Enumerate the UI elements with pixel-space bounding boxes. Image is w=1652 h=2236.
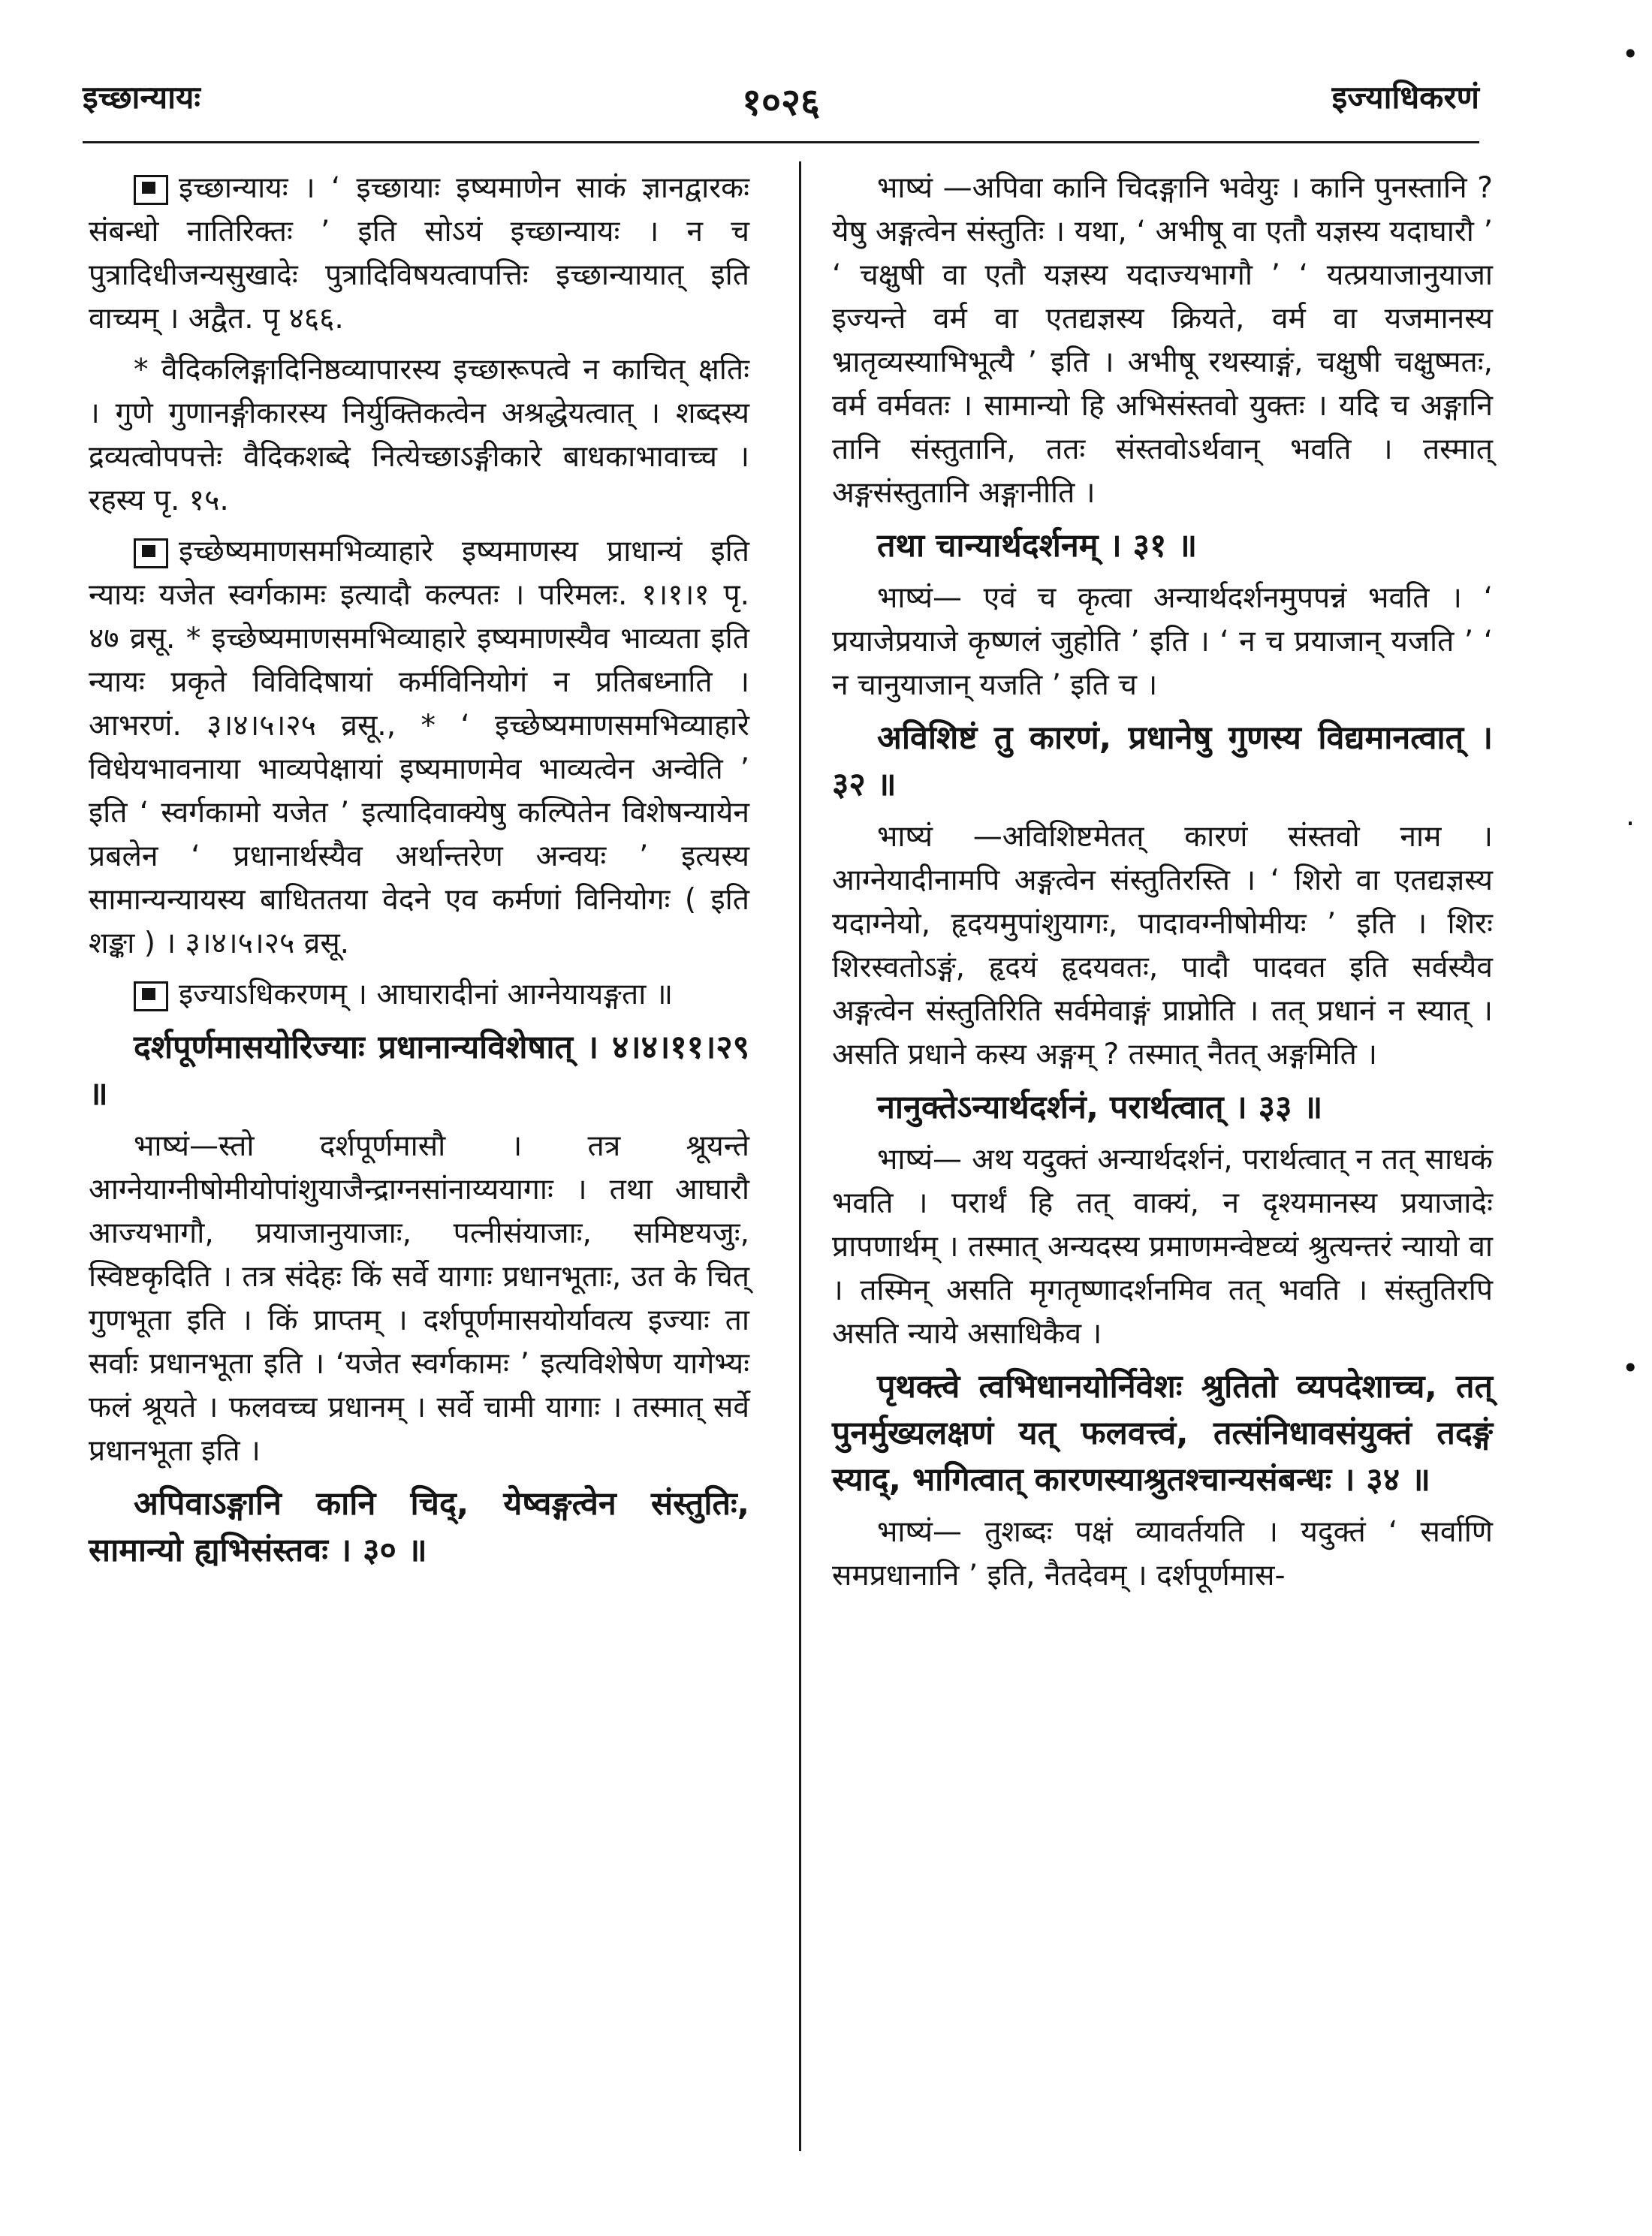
running-head-left: इच्छान्यायः [83, 79, 200, 116]
sutra-heading: अविशिष्टं तु कारणं, प्रधानेषु गुणस्य विद्यमानत्वात् । ३२ ॥ [832, 719, 1493, 803]
sutra-heading: पृथक्त्वे त्वभिधानयोर्निवेशः श्रुतितो व्यपदेशाच्च, तत् पुनर्मुख्यलक्षणं यत् फलवत्त्वं, तत्संनिधावसंयुक्तं तदङ्गं स्याद्, भागित्वात् कारणस्याश्रुतश्चान्यसंबन्धः । ३४ ॥ [832, 1368, 1493, 1499]
column-divider [799, 161, 801, 2151]
paragraph: इज्याऽधिकरणम् । आघारादीनां आग्नेयायङ्गता ॥ [89, 973, 749, 1017]
margin-speck: • [1622, 1352, 1639, 1385]
page-number: १०२६ [742, 80, 820, 124]
page-header [83, 75, 1479, 135]
running-head-right: इज्याधिकरणं [1331, 79, 1479, 116]
left-column [89, 167, 749, 1581]
sutra-heading: तथा चान्यार्थदर्शनम् । ३१ ॥ [877, 527, 1198, 565]
paragraph: * वैदिकलिङ्गादिनिष्ठव्यापारस्य इच्छारूपत्वे न काचित् क्षतिः । गुणे गुणानङ्गीकारस्य निर्युक्तिकत्वेन अश्रद्धेयत्वात् । शब्दस्य द्रव्यत्वोपपत्तेः वैदिकशब्दे नित्येच्छाऽङ्गीकारे बाधकाभावाच्च । रहस्य पृ. १५. [89, 353, 749, 517]
bhashya-paragraph: भाष्यं— एवं च कृत्वा अन्यार्थदर्शनमुपपन्नं भवति । ‘ प्रयाजेप्रयाजे कृष्णलं जुहोति ’ इति । ‘ न च प्रयाजान् यजति ’ ‘ न चानुयाजान् यजति ’ इति च । [832, 581, 1493, 702]
margin-speck: · [1626, 807, 1635, 840]
bhashya-paragraph: भाष्यं—स्तो दर्शपूर्णमासौ । तत्र श्रूयन्ते आग्नेयाग्नीषोमीयोपांशुयाजैन्द्राग्नसांनाय्ययागाः । तथा आघारौ आज्यभागौ, प्रयाजानुयाजाः, पत्नीसंयाजाः, समिष्टयजुः, स्विष्टकृदिति । तत्र संदेहः किं सर्वे यागाः प्रधानभूताः, उत के चित् गुणभूता इति । किं प्राप्तम् । दर्शपूर्णमासयोर्यावत्य इज्याः ता सर्वाः प्रधानभूता इति । ‘यजेत स्वर्गकामः ’ इत्यविशेषेण यागेभ्यः फलं श्रूयते । फलवच्च प्रधानम् । सर्वे चामी यागाः । तस्मात् सर्वे प्रधानभूता इति । [89, 1129, 749, 1468]
sutra-heading: दर्शपूर्णमासयोरिज्याः प्रधानान्यविशेषात् । ४।४।११।२९ ॥ [89, 1029, 749, 1113]
paragraph: इच्छान्यायः । ‘ इच्छायाः इष्यमाणेन साकं ज्ञानद्वारकः संबन्धो नातिरिक्तः ’ इति सोऽयं इच्छान्यायः । न च पुत्रादिधीजन्यसुखादेः पुत्रादिविषयत्वापत्तिः इच्छान्यायात् इति वाच्यम् । अद्वैत. पृ ४६६. [89, 171, 749, 336]
right-column [832, 167, 1493, 1605]
margin-speck: • [1622, 38, 1639, 71]
paragraph: इच्छेष्यमाणसमभिव्याहारे इष्यमाणस्य प्राधान्यं इति न्यायः यजेत स्वर्गकामः इत्यादौ कल्पतः । परिमलः. १।१।१ पृ. ४७ व्रसू. * इच्छेष्यमाणसमभिव्याहारे इष्यमाणस्यैव भाव्यता इति न्यायः प्रकृते विविदिषायां कर्मविनियोगं न प्रतिबध्नाति । आभरणं. ३।४।५।२५ व्रसू., * ‘ इच्छेष्यमाणसमभिव्याहारे विधेयभावनाया भाव्यपेक्षायां इष्यमाणमेव भाव्यत्वेन अन्वेति ’ इति ‘ स्वर्गकामो यजेत ’ इत्यादिवाक्येषु कल्पितेन विशेषन्यायेन प्रबलेन ‘ प्रधानार्थस्यैव अर्थान्तरेण अन्वयः ’ इत्यस्य सामान्यन्यायस्य बाधिततया वेदने एव कर्मणां विनियोगः ( इति शङ्का ) । ३।४।५।२५ व्रसू. [89, 535, 749, 960]
section-mark-icon [134, 538, 168, 568]
section-mark-icon [134, 981, 168, 1011]
header-rule [83, 141, 1479, 143]
sutra-heading: अपिवाऽङ्गानि कानि चिद्, येष्वङ्गत्वेन संस्तुतिः, सामान्यो ह्यभिसंस्तवः । ३० ॥ [89, 1485, 749, 1569]
bhashya-paragraph: भाष्यं— तुशब्दः पक्षं व्यावर्तयति । यदुक्तं ‘ सर्वाणि समप्रधानानि ’ इति, नैतदेवम् । दर्शपूर्णमास- [832, 1515, 1493, 1593]
bhashya-paragraph: भाष्यं —अविशिष्टमेतत् कारणं संस्तवो नाम । आग्नेयादीनामपि अङ्गत्वेन संस्तुतिरस्ति । ‘ शिरो वा एतद्यज्ञस्य यदाग्नेयो, हृदयमुपांशुयागः, पादावग्नीषोमीयः ’ इति । शिरः शिरस्वतोऽङ्गं, हृदयं हृदयवतः, पादौ पादवत इति सर्वस्यैव अङ्गत्वेन संस्तुतिरिति सर्वमेवाङ्गं प्राप्नोति । तत् प्रधानं न स्यात् । असति प्रधाने कस्य अङ्गम् ? तस्मात् नैतत् अङ्गमिति । [832, 820, 1493, 1071]
bhashya-paragraph: भाष्यं —अपिवा कानि चिदङ्गानि भवेयुः । कानि पुनस्तानि ? येषु अङ्गत्वेन संस्तुतिः । यथा, ‘ अभीषू वा एतौ यज्ञस्य यदाघारौ ’ ‘ चक्षुषी वा एतौ यज्ञस्य यदाज्यभागौ ’ ‘ यत्प्रयाजानुयाजा इज्यन्ते वर्म वा एतद्यज्ञस्य क्रियते, वर्म वा यजमानस्य भ्रातृव्यस्याभिभूत्यै ’ इति । अभीषू रथस्याङ्गं, चक्षुषी चक्षुष्मतः, वर्म वर्मवतः । सामान्यो हि अभिसंस्तवो युक्तः । यदि च अङ्गानि तानि संस्तुतानि, ततः संस्तवोऽर्थवान् भवति । तस्मात् अङ्गसंस्तुतानि अङ्गानीति । [832, 171, 1493, 510]
bhashya-paragraph: भाष्यं— अथ यदुक्तं अन्यार्थदर्शनं, परार्थत्वात् न तत् साधकं भवति । परार्थं हि तत् वाक्यं, न दृश्यमानस्य प्रयाजादेः प्रापणार्थम् । तस्मात् अन्यदस्य प्रमाणमन्वेष्टव्यं श्रुत्यन्तरं न्यायो वा । तस्मिन् असति मृगतृष्णादर्शनमिव तत् भवति । संस्तुतिरपि असति न्याये असाधिकैव । [832, 1143, 1493, 1351]
section-mark-icon [134, 175, 168, 205]
sutra-heading: नानुक्तेऽन्यार्थदर्शनं, परार्थत्वात् । ३३ ॥ [877, 1089, 1323, 1126]
